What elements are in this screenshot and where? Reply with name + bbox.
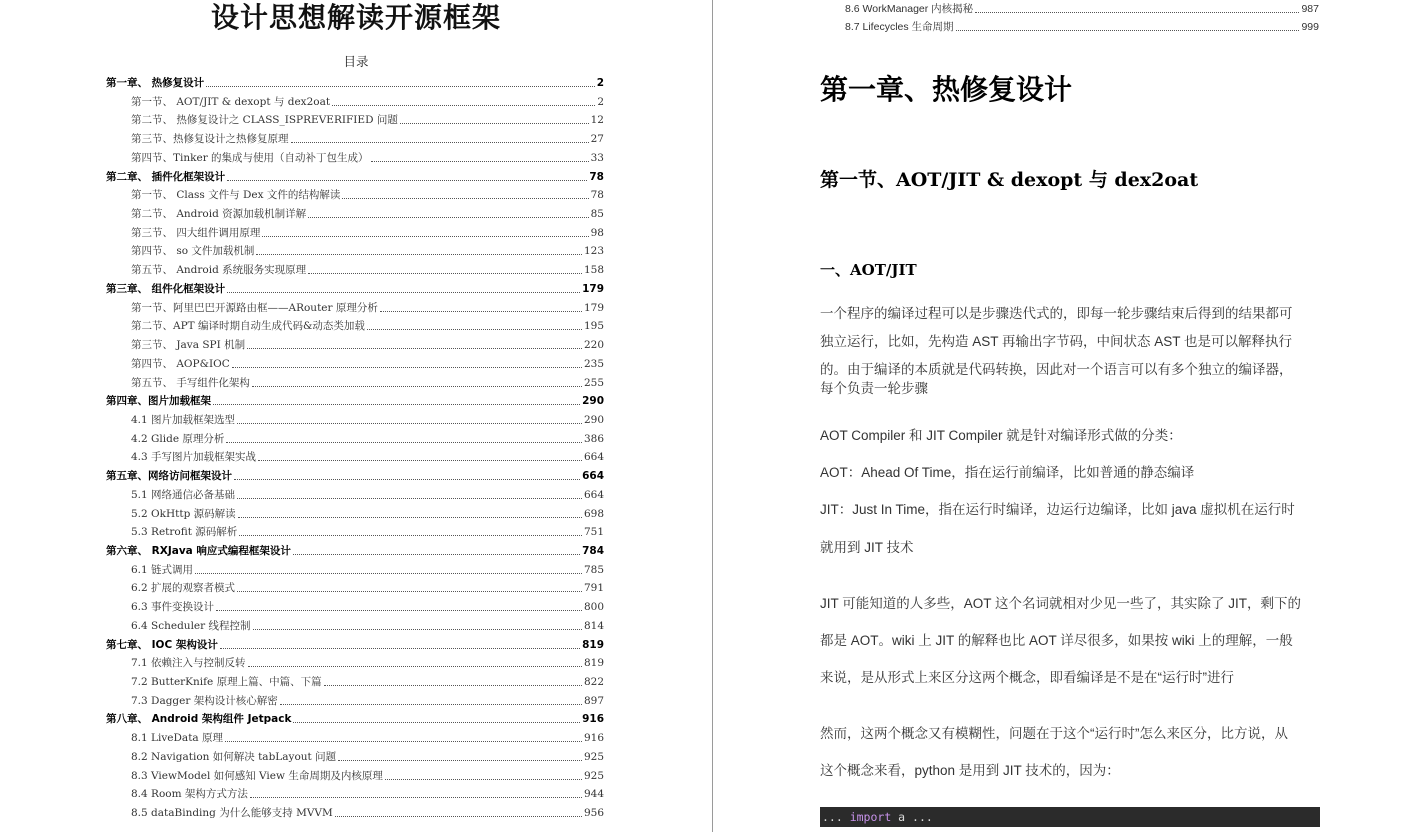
toc-page-number: 784	[582, 545, 604, 557]
dot-leader	[308, 273, 582, 274]
subsection-title: 一、AOT/JIT	[820, 261, 917, 279]
dot-leader	[280, 704, 582, 705]
content-page	[713, 0, 1414, 832]
toc-section-entry[interactable]	[131, 802, 604, 820]
toc-entry-label: 第一节、阿里巴巴开源路由框——ARouter 原理分析	[131, 301, 378, 314]
dot-leader	[975, 12, 1299, 13]
toc-entry-label: 第二节、APT 编译时期自动生成代码&动态类加载	[131, 320, 365, 333]
toc-page-number: 944	[583, 788, 604, 801]
section-title: 第一节、AOT/JIT & dexopt 与 dex2oat	[820, 169, 1199, 191]
dot-leader	[213, 404, 580, 405]
code-block	[820, 807, 1320, 827]
toc-entry-label: 第八章、 Android 架构组件 Jetpack	[106, 713, 292, 726]
toc-section-entry[interactable]	[131, 372, 604, 390]
toc-section-entry[interactable]	[131, 184, 604, 202]
dot-leader	[956, 30, 1300, 31]
dot-leader	[291, 142, 589, 143]
toc-section-entry[interactable]	[131, 222, 604, 240]
toc-section-entry[interactable]	[131, 240, 604, 258]
toc-entry-label: 第四章、图片加载框架	[106, 395, 211, 408]
toc-entry-label: 4.2 Glide 原理分析	[131, 432, 225, 445]
toc-entry-label: 第三节、 Java SPI 机制	[131, 339, 246, 352]
toc-chapter-entry[interactable]	[106, 390, 604, 408]
toc-page-number: 78	[589, 170, 604, 183]
toc-section-entry[interactable]	[845, 0, 1319, 16]
paragraph-line: 然而，这两个概念又有模糊性，问题在于这个“运行时”怎么来区分，比方说，从	[820, 726, 1288, 741]
toc-entry-label: 第一节、 AOT/JIT & dexopt 与 dex2oat	[131, 95, 331, 108]
toc-page-number: 785	[583, 563, 604, 576]
code-text: ...	[822, 810, 850, 824]
toc-entry-label: 第六章、 RXJava 响应式编程框架设计	[106, 545, 291, 557]
toc-section-entry[interactable]	[131, 315, 604, 333]
toc-page-number: 235	[583, 357, 604, 370]
toc-section-entry[interactable]	[131, 446, 604, 464]
toc-page-number: 819	[582, 638, 604, 651]
toc-section-entry[interactable]	[131, 259, 604, 277]
toc-entry-label: 第一章、 热修复设计	[106, 77, 205, 89]
paragraph-line: 每个负责一轮步骤	[820, 381, 928, 396]
toc-entry-label: 第二章、 插件化框架设计	[106, 170, 226, 183]
toc-entry-label: 8.7 Lifecycles 生命周期	[845, 21, 954, 33]
toc-page-number: 195	[583, 320, 604, 333]
toc-entry-label: 第三节、 四大组件调用原理	[131, 226, 261, 239]
toc-section-entry[interactable]	[131, 671, 604, 689]
toc-section-entry[interactable]	[131, 727, 604, 745]
dot-leader	[308, 217, 588, 218]
dot-leader	[371, 161, 589, 162]
toc-entry-label: 8.1 LiveData 原理	[131, 732, 224, 745]
toc-chapter-entry[interactable]	[106, 634, 604, 652]
toc-chapter-entry[interactable]	[106, 278, 604, 296]
toc-page-number: 664	[583, 451, 604, 464]
toc-entry-label: 7.3 Dagger 架构设计核心解密	[131, 694, 278, 707]
toc-entry-label: 第三节、热修复设计之热修复原理	[131, 133, 289, 146]
dot-leader	[237, 591, 582, 592]
toc-entry-label: 5.2 OkHttp 源码解读	[131, 507, 236, 520]
dot-leader	[248, 666, 582, 667]
paragraph-line: 的。由于编译的本质就是代码转换，因此对一个语言可以有多个独立的编译器，	[820, 362, 1293, 377]
dot-leader	[332, 105, 595, 106]
toc-section-entry[interactable]	[131, 203, 604, 221]
toc-page-number: 916	[583, 732, 604, 745]
toc-page-number: 999	[1301, 21, 1319, 33]
dot-leader	[324, 685, 582, 686]
toc-entry-label: 4.1 图片加载框架选型	[131, 413, 236, 426]
toc-page-number: 822	[583, 676, 604, 689]
toc-section-entry[interactable]	[131, 428, 604, 446]
toc-section-entry[interactable]	[131, 334, 604, 352]
toc-page-number: 290	[583, 413, 604, 426]
dot-leader	[195, 573, 582, 574]
toc-page-number: 800	[583, 601, 604, 614]
dot-leader	[252, 386, 582, 387]
toc-page-number: 664	[582, 470, 604, 483]
toc-page-number: 2	[597, 95, 604, 108]
paragraph-line: 都是 AOT。wiki 上 JIT 的解释也比 AOT 详尽很多，如果按 wiki 上的理解，一般	[820, 633, 1293, 648]
toc-section-entry[interactable]	[131, 109, 604, 127]
dot-leader	[216, 610, 582, 611]
toc-page-number: 386	[583, 432, 604, 445]
toc-page-number: 255	[583, 376, 604, 389]
dot-leader	[237, 423, 582, 424]
toc-page-number: 925	[583, 769, 604, 782]
toc-section-entry[interactable]	[131, 615, 604, 633]
dot-leader	[237, 498, 582, 499]
toc-section-entry[interactable]	[131, 297, 604, 315]
toc-section-entry[interactable]	[131, 503, 604, 521]
dot-leader	[220, 648, 580, 649]
paragraph-line: JIT 可能知道的人多些，AOT 这个名词就相对少见一些了，其实除了 JIT，剩下的	[820, 596, 1302, 611]
paragraph-line: 来说，是从形式上来区分这两个概念，即看编译是不是在“运行时”进行	[820, 670, 1234, 685]
toc-page-number: 2	[596, 77, 604, 89]
toc-page-number: 751	[583, 526, 604, 539]
toc-section-entry[interactable]	[131, 409, 604, 427]
toc-entry-label: 第三章、 组件化框架设计	[106, 282, 226, 295]
toc-entry-label: 8.2 Navigation 如何解决 tabLayout 问题	[131, 750, 337, 763]
toc-section-entry[interactable]	[131, 596, 604, 614]
toc-section-entry[interactable]	[131, 690, 604, 708]
toc-page-number: 179	[582, 282, 604, 295]
dot-leader	[293, 554, 580, 555]
toc-entry-label: 8.5 dataBinding 为什么能够支持 MVVM	[131, 807, 333, 820]
toc-entry-label: 第一节、 Class 文件与 Dex 文件的结构解读	[131, 189, 341, 202]
toc-section-entry[interactable]	[131, 147, 604, 165]
toc-page-number: 987	[1301, 3, 1319, 15]
toc-section-entry[interactable]	[131, 353, 604, 371]
toc-entry-label: 6.4 Scheduler 线程控制	[131, 619, 251, 632]
dot-leader	[232, 367, 582, 368]
code-keyword: import	[849, 810, 892, 824]
toc-section-entry[interactable]	[131, 521, 604, 539]
toc-page-number: 27	[590, 133, 604, 146]
paragraph-line: 就用到 JIT 技术	[820, 540, 914, 555]
toc-chapter-entry[interactable]	[106, 465, 604, 483]
toc-page-number: 33	[590, 151, 604, 164]
dot-leader	[250, 797, 582, 798]
dot-leader	[256, 254, 582, 255]
toc-page-number: 179	[583, 301, 604, 314]
toc-page-number: 290	[582, 395, 604, 408]
paragraph-line: JIT：Just In Time，指在运行时编译，边运行边编译，比如 java 虚拟机在运行时	[820, 502, 1295, 517]
toc-entry-label: 第二节、 Android 资源加载机制详解	[131, 208, 307, 221]
toc-entry-label: 7.1 依赖注入与控制反转	[131, 657, 246, 670]
toc-entry-label: 6.1 链式调用	[131, 563, 194, 576]
toc-entry-label: 5.3 Retrofit 源码解析	[131, 526, 238, 539]
dot-leader	[253, 629, 582, 630]
toc-entry-label: 6.2 扩展的观察者模式	[131, 582, 236, 595]
toc-entry-label: 第五节、 手写组件化架构	[131, 376, 250, 389]
dot-leader	[238, 517, 582, 518]
dot-leader	[258, 460, 582, 461]
toc-section-entry[interactable]	[131, 559, 604, 577]
dot-leader	[367, 329, 582, 330]
dot-leader	[400, 123, 589, 124]
toc-chapter-entry[interactable]	[106, 166, 604, 184]
toc-section-entry[interactable]	[131, 652, 604, 670]
toc-page-number: 78	[590, 189, 604, 202]
toc-page-number: 664	[583, 488, 604, 501]
dot-leader	[380, 311, 582, 312]
toc-entry-label: 第五节、 Android 系统服务实现原理	[131, 264, 307, 277]
dot-leader	[338, 760, 582, 761]
dot-leader	[247, 348, 582, 349]
toc-page-number: 925	[583, 750, 604, 763]
dot-leader	[234, 479, 580, 480]
dot-leader	[342, 198, 588, 199]
toc-page-number: 123	[583, 245, 604, 258]
toc-page-number: 897	[583, 694, 604, 707]
toc-page-number: 956	[583, 807, 604, 820]
toc-heading: 目录	[343, 54, 369, 69]
toc-page-number: 158	[583, 264, 604, 277]
toc-entry-label: 4.3 手写图片加载框架实战	[131, 451, 257, 464]
toc-page-number: 220	[583, 339, 604, 352]
toc-section-entry[interactable]	[131, 746, 604, 764]
toc-section-entry[interactable]	[131, 128, 604, 146]
dot-leader	[385, 779, 582, 780]
dot-leader	[206, 86, 595, 87]
toc-section-entry[interactable]	[845, 18, 1319, 34]
toc-entry-label: 第五章、网络访问框架设计	[106, 470, 232, 483]
toc-entry-label: 第四节、 so 文件加载机制	[131, 245, 255, 258]
paragraph-line: 独立运行，比如，先构造 AST 再输出字节码，中间状态 AST 也是可以解释执行	[820, 334, 1293, 349]
document-title: 设计思想解读开源框架	[210, 1, 501, 34]
dot-leader	[262, 236, 588, 237]
paragraph-line: AOT Compiler 和 JIT Compiler 就是针对编译形式做的分类：	[820, 428, 1182, 443]
toc-section-entry[interactable]	[131, 91, 604, 109]
toc-chapter-entry[interactable]	[106, 72, 604, 90]
dot-leader	[227, 180, 587, 181]
toc-entry-label: 第二节、 热修复设计之 CLASS_ISPREVERIFIED 问题	[131, 114, 398, 127]
paragraph-line: 这个概念来看，python 是用到 JIT 技术的，因为：	[820, 763, 1120, 778]
paragraph-line: 一个程序的编译过程可以是步骤迭代式的，即每一轮步骤结束后得到的结果都可	[820, 306, 1293, 321]
dot-leader	[239, 535, 582, 536]
dot-leader	[227, 292, 580, 293]
toc-entry-label: 8.4 Room 架构方式方法	[131, 788, 248, 801]
toc-page-number: 916	[582, 713, 604, 726]
toc-section-entry[interactable]	[131, 577, 604, 595]
toc-entry-label: 第七章、 IOC 架构设计	[106, 638, 218, 651]
dot-leader	[293, 722, 580, 723]
toc-entry-label: 第四节、 AOP&IOC	[131, 357, 230, 370]
toc-entry-label: 6.3 事件变换设计	[131, 601, 215, 614]
toc-page-number: 814	[583, 619, 604, 632]
toc-section-entry[interactable]	[131, 484, 604, 502]
paragraph-line: AOT：Ahead Of Time，指在运行前编译，比如普通的静态编译	[820, 465, 1195, 480]
dot-leader	[226, 442, 582, 443]
toc-entry-label: 8.6 WorkManager 内核揭秘	[845, 3, 974, 15]
toc-page-number: 98	[590, 226, 604, 239]
toc-entry-label: 8.3 ViewModel 如何感知 View 生命周期及内核原理	[131, 769, 383, 782]
code-text: a ...	[891, 810, 933, 824]
toc-chapter-entry[interactable]	[106, 708, 604, 726]
toc-section-entry[interactable]	[131, 783, 604, 801]
toc-section-entry[interactable]	[131, 765, 604, 783]
toc-chapter-entry[interactable]	[106, 540, 604, 558]
toc-entry-label: 7.2 ButterKnife 原理上篇、中篇、下篇	[131, 676, 322, 689]
toc-entry-label: 5.1 网络通信必备基础	[131, 488, 236, 501]
toc-page-number: 85	[590, 208, 604, 221]
dot-leader	[335, 816, 582, 817]
toc-page-number: 698	[583, 507, 604, 520]
toc-page-number: 819	[583, 657, 604, 670]
dot-leader	[225, 741, 582, 742]
toc-page-number: 12	[590, 114, 604, 127]
chapter-title: 第一章、热修复设计	[820, 73, 1073, 106]
toc-entry-label: 第四节、Tinker 的集成与使用（自动补丁包生成）	[131, 151, 369, 164]
toc-page-number: 791	[583, 582, 604, 595]
